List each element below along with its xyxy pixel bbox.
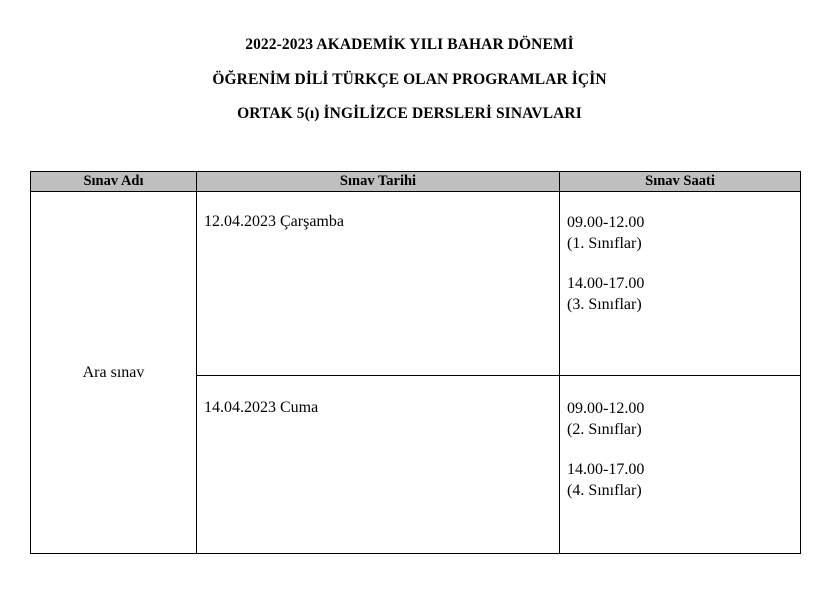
time-slot (567, 213, 800, 254)
slot-time: 14.00-17.00 (567, 275, 645, 292)
header-exam-date: Sınav Tarihi (197, 172, 560, 192)
time-slot (567, 399, 800, 440)
slot-group: (4. Sınıflar) (567, 481, 642, 499)
slot-time: 09.00-12.00 (567, 214, 645, 231)
slot-time: 14.00-17.00 (567, 461, 645, 478)
slot-group: (2. Sınıflar) (567, 420, 642, 438)
document-title-line-1: 2022-2023 AKADEMİK YILI BAHAR DÖNEMİ (245, 36, 574, 53)
table-header-row (31, 172, 801, 192)
exam-date-cell: 14.04.2023 Cuma (197, 376, 560, 554)
time-slot (567, 274, 800, 315)
exam-time-cell (560, 192, 801, 376)
table-row (31, 192, 801, 376)
document-title-line-2: ÖĞRENİM DİLİ TÜRKÇE OLAN PROGRAMLAR İÇİN (212, 71, 607, 88)
slot-group: (3. Sınıflar) (567, 295, 642, 313)
header-exam-name: Sınav Adı (31, 172, 197, 192)
document-title-line-3: ORTAK 5(ı) İNGİLİZCE DERSLERİ SINAVLARI (237, 105, 582, 122)
slot-group: (1. Sınıflar) (567, 234, 642, 252)
time-slot (567, 460, 800, 501)
exam-date-cell: 12.04.2023 Çarşamba (197, 192, 560, 376)
slot-time: 09.00-12.00 (567, 400, 645, 417)
exam-time-cell (560, 376, 801, 554)
exam-name-cell: Ara sınav (31, 192, 197, 554)
header-exam-time: Sınav Saati (560, 172, 801, 192)
exam-schedule-table (30, 171, 801, 554)
